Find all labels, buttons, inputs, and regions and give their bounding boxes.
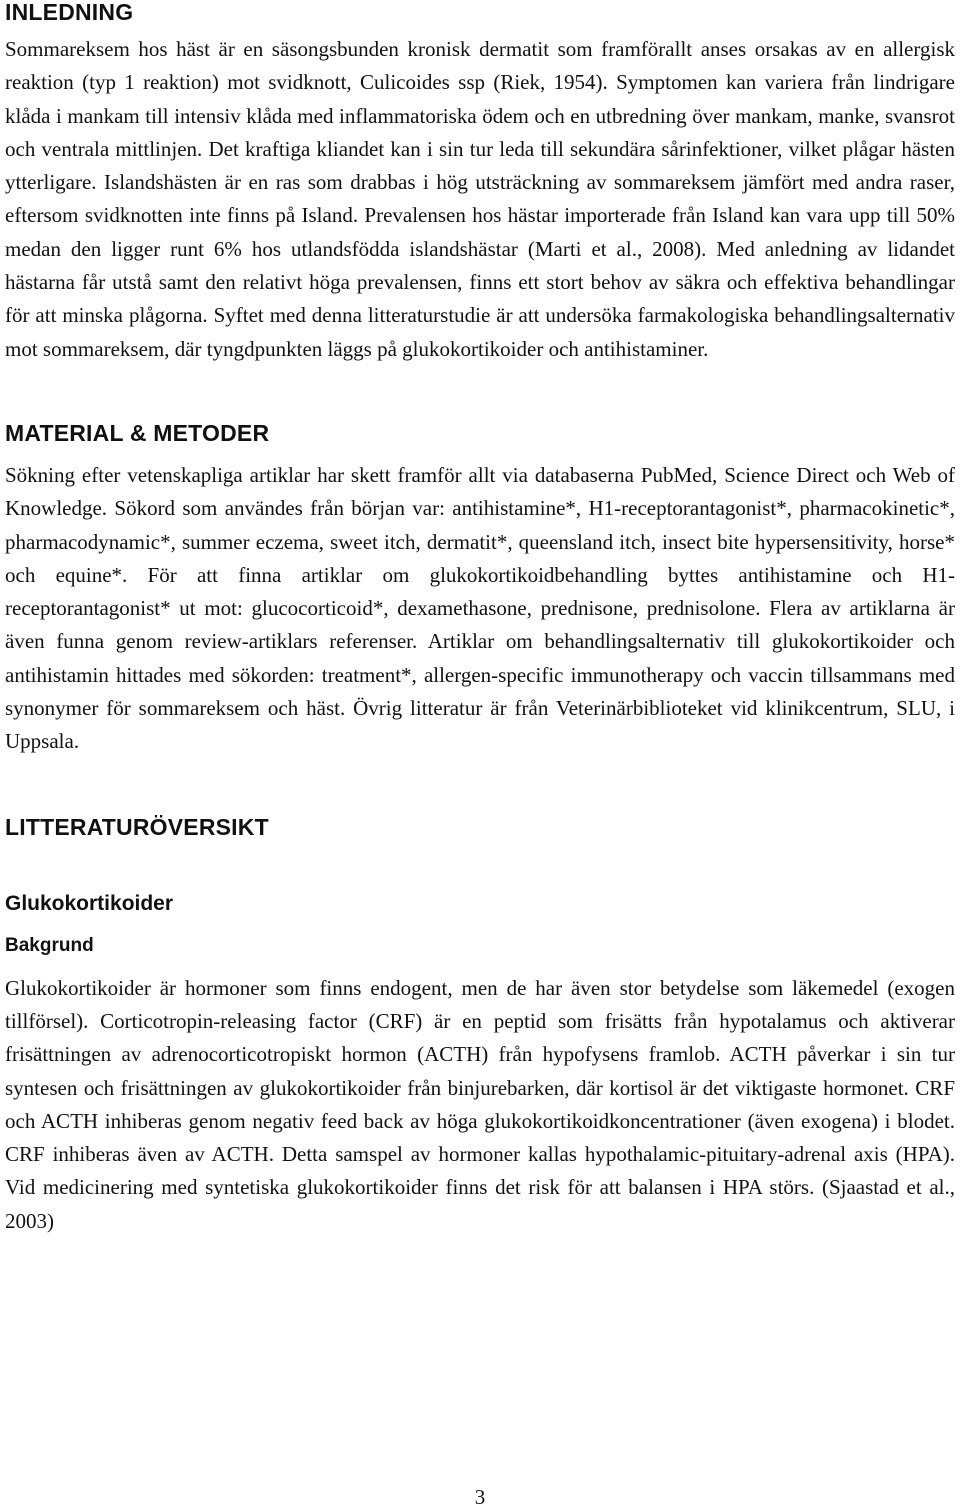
paragraph-inledning: Sommareksem hos häst är en säsongsbunden kronisk dermatit som framförallt anses orsakas av en allergisk reaktion (typ 1 reaktion) mot svidknott, Culicoides ssp (Riek, 1954). Symptomen kan variera från lindrigare klåda i mankam till intensiv klåda med inflammatoriska ödem och en utbredning över mankam, manke, svansrot och ventrala mittlinjen. Det kraftiga kliandet kan i sin tur leda till sekundära sårinfektioner, vilket plågar hästen ytterligare. Islandshästen är en ras som drabbas i hög utsträckning av sommareksem jämfört med andra raser, eftersom svidknotten inte finns på Island. Prevalensen hos hästar importerade från Island kan vara upp till 50% medan den ligger runt 6% hos utlandsfödda islandshästar (Marti et al., 2008). Med anledning av lidandet hästarna får utstå samt den relativt höga prevalensen, finns ett stort behov av säkra och effektiva behandlingar för att minska plågorna. Syftet med denna litteraturstudie är att undersöka farmakologiska behandlingsalternativ mot sommareksem, där tyngdpunkten läggs på glukokortikoider och antihistaminer.	[5, 37, 955, 361]
paragraph-material-metoder: Sökning efter vetenskapliga artiklar har skett framför allt via databaserna PubMed, Science Direct och Web of Knowledge. Sökord som användes från början var: antihistamine*, H1-receptorantagonist*, pharmacokinetic*, pharmacodynamic*, summer eczema, sweet itch, dermatit*, queensland itch, insect bite hypersensitivity, horse* och equine*. För att finna artiklar om glukokortikoidbehandling byttes antihistamine och H1-receptorantagonist* ut mot: glucocorticoid*, dexamethasone, prednisone, prednisolone. Flera av artiklarna är även funna genom review-artiklars referenser. Artiklar om behandlingsalternativ till glukokortikoider och antihistamin hittades med sökorden: treatment*, allergen-specific immunotherapy och vaccin tillsammans med synonymer för sommareksem och häst. Övrig litteratur är från Veterinärbiblioteket vid klinikcentrum, SLU, i Uppsala.	[5, 462, 955, 754]
subsection-heading-glukokortikoider: Glukokortikoider	[5, 891, 174, 915]
page-number: 3	[474, 1485, 486, 1509]
section-heading-material-metoder: MATERIAL & METODER	[5, 419, 270, 446]
subsubsection-heading-bakgrund: Bakgrund	[5, 934, 94, 956]
section-heading-inledning: INLEDNING	[5, 0, 134, 25]
section-heading-litteraturoversikt: LITTERATURÖVERSIKT	[5, 813, 269, 840]
paragraph-bakgrund: Glukokortikoider är hormoner som finns endogent, men de har även stor betydelse som läkemedel (exogen tillförsel). Corticotropin-releasing factor (CRF) är en peptid som frisätts från hypotalamus och aktiverar frisättningen av adrenocorticotropiskt hormon (ACTH) från hypofysens framlob. ACTH påverkar i sin tur syntesen och frisättningen av glukokortikoider från binjurebarken, där kortisol är det viktigaste hormonet. CRF och ACTH inhiberas genom negativ feed back av höga glukokortikoidkoncentrationer (även exogena) i blodet. CRF inhiberas även av ACTH. Detta samspel av hormoner kallas hypothalamic-pituitary-adrenal axis (HPA). Vid medicinering med syntetiska glukokortikoider finns det risk för att balansen i HPA störs. (Sjaastad et al., 2003)	[5, 975, 955, 1233]
document-page	[5, 0, 955, 1238]
